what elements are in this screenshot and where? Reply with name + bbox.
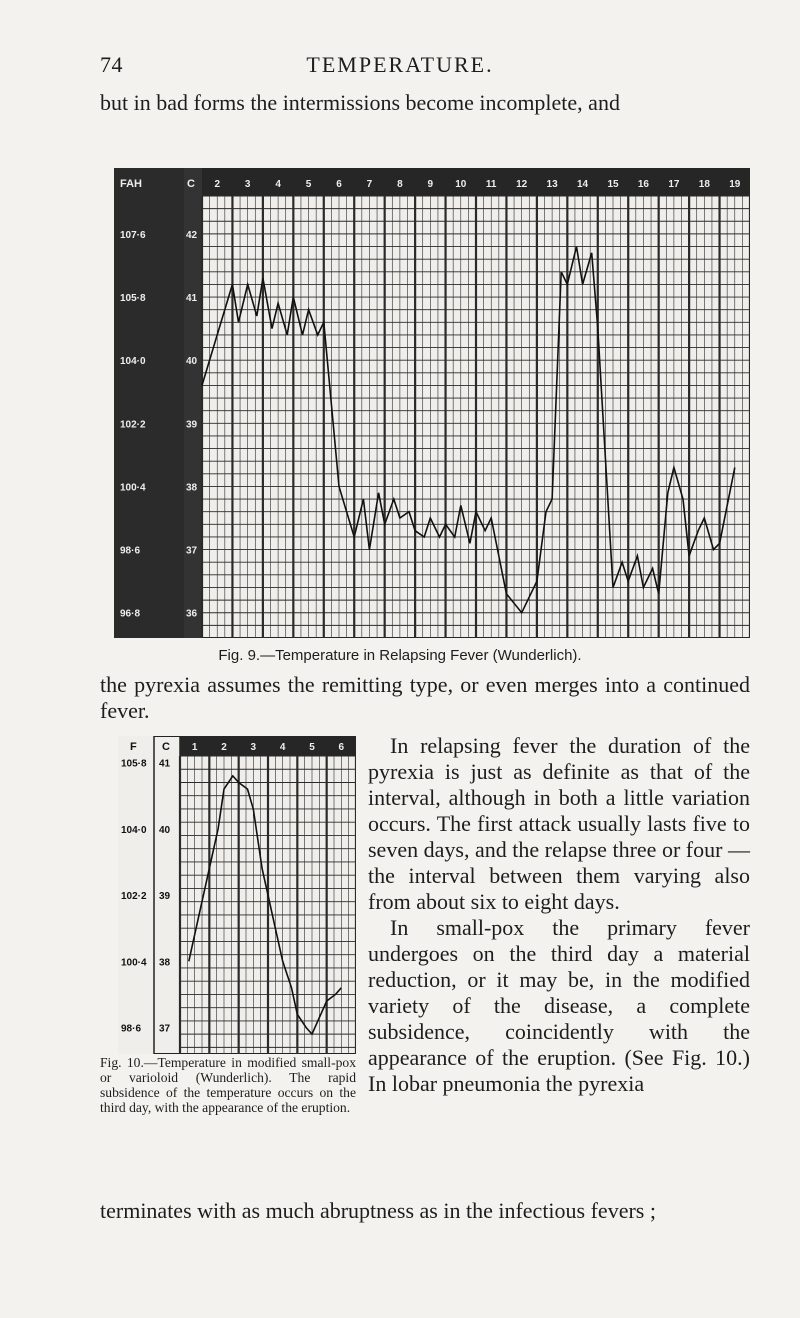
day-label: 3 <box>244 179 251 190</box>
figure-10-chart <box>118 736 356 1054</box>
celsius-label: 38 <box>159 957 171 969</box>
day-label: 1 <box>191 742 198 753</box>
fahrenheit-label: 107·6 <box>120 229 146 241</box>
celsius-label: 37 <box>186 545 198 557</box>
celsius-label: 42 <box>186 229 198 241</box>
celsius-label: 38 <box>186 482 198 494</box>
fahrenheit-label: 104·0 <box>121 824 147 836</box>
day-label: 5 <box>305 179 312 190</box>
day-label: 14 <box>576 179 589 190</box>
day-label: 3 <box>250 742 257 753</box>
day-label: 2 <box>221 742 227 753</box>
fig9-header-f: FAH <box>120 178 142 190</box>
celsius-label: 36 <box>186 608 198 620</box>
day-label: 2 <box>214 179 221 190</box>
fahrenheit-label: 102·2 <box>120 419 146 431</box>
figure-10-caption: Fig. 10.—Temperature in modified small-pox or varioloid (Wunderlich). The rapid subsidence of the temperature occurs on the third day, with the appearance of the eruption. <box>100 1055 356 1115</box>
day-label: 7 <box>366 179 373 190</box>
fig9-header-c: C <box>187 178 195 190</box>
day-label: 19 <box>729 179 741 190</box>
fahrenheit-label: 102·2 <box>121 891 147 903</box>
day-label: 10 <box>455 179 467 190</box>
day-label: 5 <box>309 742 315 753</box>
celsius-label: 41 <box>186 293 198 305</box>
day-label: 4 <box>275 179 281 190</box>
celsius-label: 40 <box>186 356 198 368</box>
day-label: 6 <box>338 742 345 753</box>
fahrenheit-label: 104·0 <box>120 356 146 368</box>
day-label: 18 <box>698 179 710 190</box>
day-label: 12 <box>516 179 528 190</box>
page-number: 74 <box>100 52 123 77</box>
day-label: 6 <box>336 179 342 190</box>
running-title: TEMPERATURE. <box>306 52 494 77</box>
day-label: 17 <box>668 179 680 190</box>
text-column <box>368 733 750 1097</box>
fahrenheit-label: 100·4 <box>121 957 147 969</box>
celsius-label: 40 <box>159 824 171 836</box>
fahrenheit-label: 96·8 <box>120 608 141 620</box>
day-label: 11 <box>485 179 497 190</box>
text-line-top: but in bad forms the intermissions become incomplete, and <box>100 90 620 115</box>
day-label: 8 <box>397 179 403 190</box>
celsius-label: 37 <box>159 1023 171 1035</box>
paragraph-pyrexia: the pyrexia assumes the remitting type, or even merges into a continued fever. <box>100 672 750 723</box>
fahrenheit-label: 105·8 <box>121 758 147 770</box>
fahrenheit-label: 105·8 <box>120 293 146 305</box>
day-label: 4 <box>279 742 286 753</box>
fig10-header-c: C <box>162 741 170 753</box>
celsius-label: 39 <box>186 419 198 431</box>
figure-9-caption: Fig. 9.—Temperature in Relapsing Fever (Wunderlich). <box>218 647 582 664</box>
day-label: 13 <box>546 179 558 190</box>
fahrenheit-label: 98·6 <box>120 545 141 557</box>
paragraph-small-pox: In small-pox the primary fever undergoes on the third day a material reduction, or it may be, in the modified variety of the disease, a complete subsidence, coincidently with the appearance of the eruption. (See Fig. 10.) In lobar pneumonia the pyrexia <box>368 915 750 1096</box>
celsius-label: 39 <box>159 891 171 903</box>
figure-9-chart <box>114 168 750 638</box>
fahrenheit-label: 98·6 <box>121 1023 142 1035</box>
day-label: 16 <box>637 179 650 190</box>
fig10-header-f: F <box>130 741 137 753</box>
day-label: 9 <box>427 179 434 190</box>
text-line-bottom: terminates with as much abruptness as in the infectious fevers ; <box>100 1198 656 1223</box>
celsius-label: 41 <box>159 758 171 770</box>
fahrenheit-label: 100·4 <box>120 482 146 494</box>
paragraph-relapsing-fever: In relapsing fever the duration of the pyrexia is just as definite as that of the interval, although in both a little variation occurs. The first attack usually lasts five to seven days, and the relapse three or four —the interval between them varying also from about six to eight days. <box>368 733 750 914</box>
day-label: 15 <box>607 179 619 190</box>
